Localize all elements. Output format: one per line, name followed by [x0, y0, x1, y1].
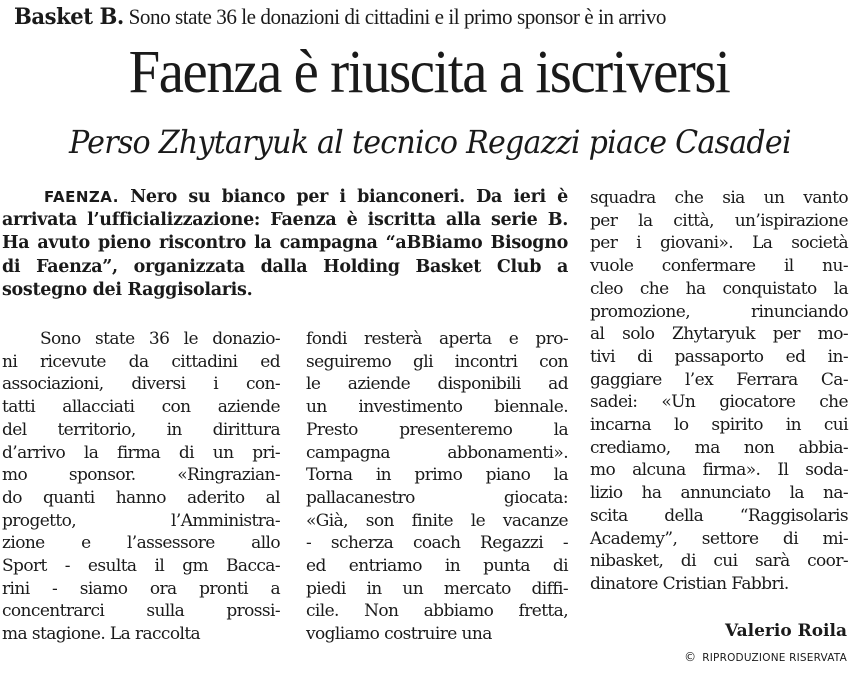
body-line: per la città, un’ispirazione	[590, 210, 848, 231]
kicker	[14, 4, 799, 30]
body-line: lizio ha annunciato la na-	[590, 483, 848, 504]
body-line: ed entriamo in punta di	[306, 556, 568, 577]
copyright-notice	[684, 650, 847, 665]
body-line: Sport - esulta il gm Bacca-	[2, 556, 280, 577]
body-line: tatti allacciati con aziende	[2, 397, 280, 418]
body-line: vuole confermare il nu-	[590, 256, 848, 277]
body-line: sadei: «Un giocatore che	[590, 392, 848, 413]
body-line: vogliamo costruire una	[306, 624, 492, 645]
body-line: squadra che sia un vanto	[590, 188, 848, 208]
body-line: promozione, rinunciando	[590, 301, 848, 322]
body-line: d’arrivo la firma di un pri-	[2, 442, 280, 463]
body-line: per i giovani». La società	[590, 233, 848, 254]
body-line: «Già, son finite le vacanze	[306, 510, 568, 531]
body-line: un investimento biennale.	[306, 397, 568, 418]
body-line: le aziende disponibili ad	[306, 374, 568, 395]
body-line: tivi di passaporto ed in-	[590, 346, 848, 367]
body-line: incarna lo spirito in cui	[590, 415, 848, 436]
body-line: cile. Non abbiamo fretta,	[306, 601, 568, 622]
body-line: gaggiare l’ex Ferrara Ca-	[590, 369, 848, 390]
body-line: crediamo, ma non abbia-	[590, 437, 848, 458]
body-line: ni ricevute da cittadini ed	[2, 351, 280, 372]
body-line: al solo Zhytaryuk per mo-	[590, 324, 848, 345]
body-line: Presto presenteremo la	[306, 419, 568, 440]
body-line: fondi resterà aperta e pro-	[306, 329, 568, 349]
lead-text: Nero su bianco per i bianconeri. Da ieri è arrivata l’ufficializzazione: Faenza è iscritta alla serie B. Ha avuto pieno riscontro la campagna “aBBiamo Bisogno di Faenza”, organizzata dalla Holding Basket Club a sostegno dei Raggisolaris.	[2, 187, 568, 300]
body-column-1	[2, 328, 280, 646]
headline	[0, 38, 859, 108]
kicker-label: Basket B.	[14, 4, 124, 30]
body-line: - scherza coach Regazzi -	[306, 533, 568, 554]
body-line: del territorio, in dirittura	[2, 419, 280, 440]
body-line: scita della “Raggisolaris	[590, 505, 848, 526]
headline-text: Faenza è riuscita a iscriversi	[129, 39, 730, 106]
body-line: mo sponsor. «Ringrazian-	[2, 465, 280, 486]
lead-paragraph	[2, 186, 568, 302]
body-line: cleo che ha conquistato la	[590, 278, 848, 299]
dateline: FAENZA.	[44, 188, 119, 206]
copyright-icon: ©	[684, 650, 697, 664]
body-column-2	[306, 328, 568, 646]
body-line: associazioni, diversi i con-	[2, 374, 280, 395]
author-signature: Valerio Roila	[725, 621, 847, 641]
body-line: rini - siamo ora pronti a	[2, 578, 280, 599]
body-line: piedi in un mercato diffi-	[306, 578, 568, 599]
body-line: Sono state 36 le donazio-	[40, 329, 280, 349]
body-line: progetto, l’Amministra-	[2, 510, 280, 531]
body-line: mo alcuna firma». Il soda-	[590, 460, 848, 481]
subheadline	[0, 120, 859, 164]
body-line: nibasket, di cui sarà coor-	[590, 551, 848, 572]
body-line: ma stagione. La raccolta	[2, 624, 201, 645]
subheadline-text: Perso Zhytaryuk al tecnico Regazzi piace Casadei	[68, 123, 791, 161]
body-line: campagna abbonamenti».	[306, 442, 568, 463]
body-line: Academy”, settore di mi-	[590, 528, 848, 549]
body-line: pallacanestro giocata:	[306, 487, 568, 508]
body-line: seguiremo gli incontri con	[306, 351, 568, 372]
body-line: Torna in primo piano la	[306, 465, 568, 486]
rights-text: RIPRODUZIONE RISERVATA	[702, 652, 847, 664]
body-line: dinatore Cristian Fabbri.	[590, 573, 789, 594]
body-column-3	[590, 187, 848, 596]
body-line: do quanti hanno aderito al	[2, 487, 280, 508]
body-line: zione e l’assessore allo	[2, 533, 280, 554]
body-line: concentrarci sulla prossi-	[2, 601, 280, 622]
kicker-text: Sono state 36 le donazioni di cittadini e il primo sponsor è in arrivo	[128, 4, 667, 29]
